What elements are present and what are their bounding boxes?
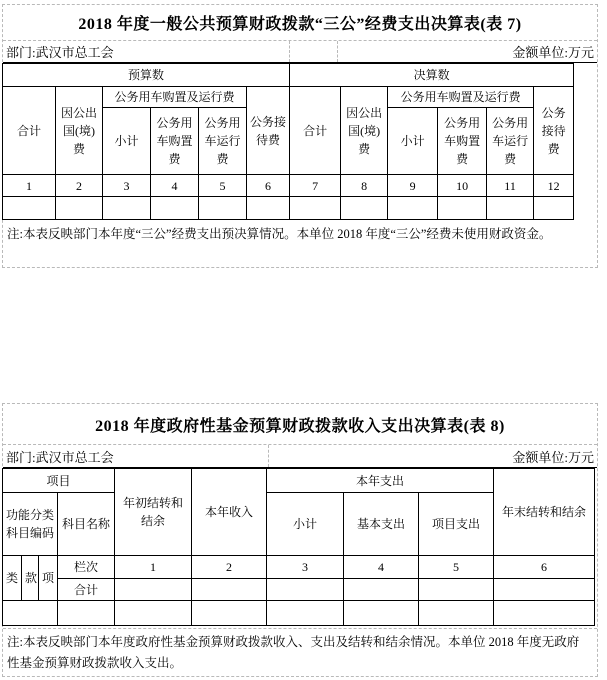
- empty-data-cell: [192, 601, 267, 626]
- final-abroad-header: 因公出国(境)费: [341, 87, 388, 175]
- table7-dept-row: [3, 41, 597, 63]
- empty-data-cell: [341, 197, 388, 220]
- empty-data-cell: [58, 601, 115, 626]
- column-number: 7: [290, 175, 341, 197]
- empty-data-cell: [115, 579, 192, 601]
- table8-dept-row: [3, 445, 597, 468]
- column-number: 9: [388, 175, 438, 197]
- project-expense-header: 项目支出: [419, 493, 494, 556]
- empty-data-cell: [344, 601, 419, 626]
- year-income-header: 本年收入: [192, 469, 267, 556]
- year-expense-group-header: 本年支出: [267, 469, 494, 493]
- budget-car-group-header: 公务用车购置及运行费: [103, 87, 247, 108]
- final-car-purchase-header: 公务用车购置费: [438, 108, 487, 175]
- func-code-header: 功能分类科目编码: [3, 493, 58, 556]
- empty-data-cell: [267, 579, 344, 601]
- column-number: 1: [115, 556, 192, 579]
- empty-data-cell: [103, 197, 151, 220]
- column-number: 12: [534, 175, 574, 197]
- column-number: 6: [247, 175, 290, 197]
- table8-unit-label: 金额单位:万元: [512, 449, 594, 465]
- table8-note: 注:本表反映部门本年度政府性基金预算财政拨款收入、支出及结转和结余情况。本单位 2018 年度无政府性基金预算财政拨款收入支出。: [3, 628, 597, 675]
- final-car-group-header: 公务用车购置及运行费: [388, 87, 534, 108]
- begin-balance-header: 年初结转和结余: [115, 469, 192, 556]
- empty-data-cell: [247, 197, 290, 220]
- empty-data-cell: [419, 579, 494, 601]
- final-group-header: 决算数: [290, 64, 574, 87]
- final-total-header: 合计: [290, 87, 341, 175]
- empty-data-cell: [438, 197, 487, 220]
- column-number: 11: [487, 175, 534, 197]
- final-subtotal-header: 小计: [388, 108, 438, 175]
- column-number: 4: [344, 556, 419, 579]
- budget-abroad-header: 因公出国(境)费: [56, 87, 103, 175]
- budget-subtotal-header: 小计: [103, 108, 151, 175]
- column-number: 4: [151, 175, 199, 197]
- empty-data-cell: [388, 197, 438, 220]
- empty-data-cell: [151, 197, 199, 220]
- table7-sheet: [2, 4, 598, 268]
- section-header: 款: [22, 556, 39, 601]
- column-number: 3: [103, 175, 151, 197]
- empty-data-cell: [3, 601, 58, 626]
- table8-dept-label: 部门:武汉市总工会: [6, 449, 114, 465]
- subject-name-header: 科目名称: [58, 493, 115, 556]
- end-balance-header: 年末结转和结余: [494, 469, 595, 556]
- budget-car-operation-header: 公务用车运行费: [199, 108, 247, 175]
- budget-car-purchase-header: 公务用车购置费: [151, 108, 199, 175]
- empty-data-cell: [115, 601, 192, 626]
- table7-note: 注:本表反映部门本年度“三公”经费支出预决算情况。本单位 2018 年度“三公”经费未使用财政资金。: [7, 227, 552, 241]
- column-number: 2: [192, 556, 267, 579]
- budget-group-header: 预算数: [3, 64, 290, 87]
- final-reception-header: 公务接待费: [534, 87, 574, 175]
- empty-data-cell: [494, 601, 595, 626]
- empty-data-cell: [199, 197, 247, 220]
- column-number: 5: [199, 175, 247, 197]
- budget-total-header: 合计: [3, 87, 56, 175]
- table7-title: 2018 年度一般公共预算财政拨款“三公”经费支出决算表(表 7): [3, 5, 597, 41]
- empty-data-cell: [192, 579, 267, 601]
- final-car-operation-header: 公务用车运行费: [487, 108, 534, 175]
- basic-expense-header: 基本支出: [344, 493, 419, 556]
- table7-dept-label: 部门:武汉市总工会: [6, 45, 114, 60]
- empty-data-cell: [3, 197, 56, 220]
- subtotal-header: 小计: [267, 493, 344, 556]
- empty-data-cell: [487, 197, 534, 220]
- project-group-header: 项目: [3, 469, 115, 493]
- table8-grid: [2, 468, 595, 626]
- empty-data-cell: [534, 197, 574, 220]
- table8-title: 2018 年度政府性基金预算财政拨款收入支出决算表(表 8): [3, 404, 597, 445]
- column-number: 6: [494, 556, 595, 579]
- table8-sheet: [2, 403, 598, 677]
- column-number: 5: [419, 556, 494, 579]
- dept-row-gridline: [268, 445, 269, 467]
- table7-unit-label: 金额单位:万元: [512, 45, 594, 60]
- column-number: 2: [56, 175, 103, 197]
- total-row-label: 合计: [58, 579, 115, 601]
- column-number: 10: [438, 175, 487, 197]
- empty-data-cell: [494, 579, 595, 601]
- column-number: 3: [267, 556, 344, 579]
- item-header: 项: [39, 556, 58, 601]
- class-header: 类: [3, 556, 22, 601]
- empty-data-cell: [267, 601, 344, 626]
- column-row-label: 栏次: [58, 556, 115, 579]
- empty-data-cell: [290, 197, 341, 220]
- column-number: 1: [3, 175, 56, 197]
- empty-data-cell: [344, 579, 419, 601]
- dept-row-gridline: [337, 41, 338, 62]
- dept-row-gridline: [289, 41, 290, 62]
- empty-data-cell: [419, 601, 494, 626]
- empty-data-cell: [56, 197, 103, 220]
- budget-reception-header: 公务接待费: [247, 87, 290, 175]
- column-number: 8: [341, 175, 388, 197]
- table7-grid: [2, 63, 574, 220]
